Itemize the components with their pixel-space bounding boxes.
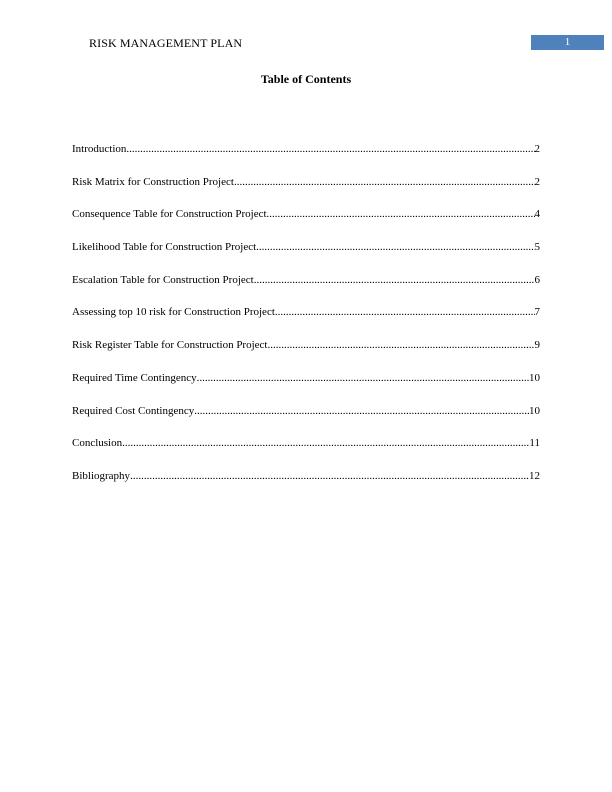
toc-dot-leader xyxy=(194,405,529,417)
toc-entry-risk-matrix[interactable] xyxy=(72,176,540,209)
toc-dot-leader xyxy=(254,274,535,286)
toc-dot-leader xyxy=(256,241,534,253)
toc-entry-page: 5 xyxy=(534,241,540,254)
toc-list xyxy=(72,143,540,503)
toc-entry-page: 6 xyxy=(534,273,540,286)
toc-entry-time-contingency[interactable] xyxy=(72,372,540,405)
toc-entry-title: Conclusion xyxy=(72,437,123,450)
page-number-badge: 1 xyxy=(531,35,604,50)
toc-entry-page: 2 xyxy=(534,175,540,188)
toc-entry-title: Bibliography xyxy=(72,469,131,482)
toc-dot-leader xyxy=(275,306,535,318)
toc-entry-title: Consequence Table for Construction Project xyxy=(72,208,267,221)
toc-entry-escalation-table[interactable] xyxy=(72,274,540,307)
toc-dot-leader xyxy=(267,208,535,220)
toc-entry-cost-contingency[interactable] xyxy=(72,405,540,438)
toc-entry-bibliography[interactable] xyxy=(72,470,540,503)
toc-heading: Table of Contents xyxy=(260,72,352,86)
toc-entry-title: Required Time Contingency xyxy=(72,371,197,384)
running-header-title: RISK MANAGEMENT PLAN xyxy=(89,36,243,50)
toc-entry-title: Assessing top 10 risk for Construction Project xyxy=(72,306,275,319)
toc-entry-title: Required Cost Contingency xyxy=(72,404,195,417)
toc-entry-page: 10 xyxy=(529,404,540,417)
toc-entry-title: Risk Matrix for Construction Project xyxy=(72,175,234,188)
toc-entry-title: Risk Register Table for Construction Project xyxy=(72,339,268,352)
toc-dot-leader xyxy=(197,372,529,384)
toc-entry-consequence-table[interactable] xyxy=(72,208,540,241)
toc-entry-page: 10 xyxy=(529,371,540,384)
toc-entry-title: Likelihood Table for Construction Project xyxy=(72,241,257,254)
toc-entry-page: 9 xyxy=(534,339,540,352)
toc-entry-page: 7 xyxy=(534,306,540,319)
toc-entry-top-10-risk[interactable] xyxy=(72,306,540,339)
toc-entry-conclusion[interactable] xyxy=(72,437,540,470)
toc-entry-page: 4 xyxy=(534,208,540,221)
toc-entry-title: Introduction xyxy=(72,143,127,155)
toc-entry-likelihood-table[interactable] xyxy=(72,241,540,274)
toc-entry-page: 11 xyxy=(529,437,540,450)
toc-entry-title: Escalation Table for Construction Project xyxy=(72,273,254,286)
toc-dot-leader xyxy=(126,143,534,155)
toc-dot-leader xyxy=(122,437,529,449)
toc-entry-page: 12 xyxy=(529,469,540,482)
toc-entry-introduction[interactable] xyxy=(72,143,540,176)
toc-entry-page: 2 xyxy=(534,143,540,155)
toc-dot-leader xyxy=(267,339,534,351)
toc-dot-leader xyxy=(234,176,535,188)
toc-dot-leader xyxy=(130,470,529,482)
toc-entry-risk-register[interactable] xyxy=(72,339,540,372)
